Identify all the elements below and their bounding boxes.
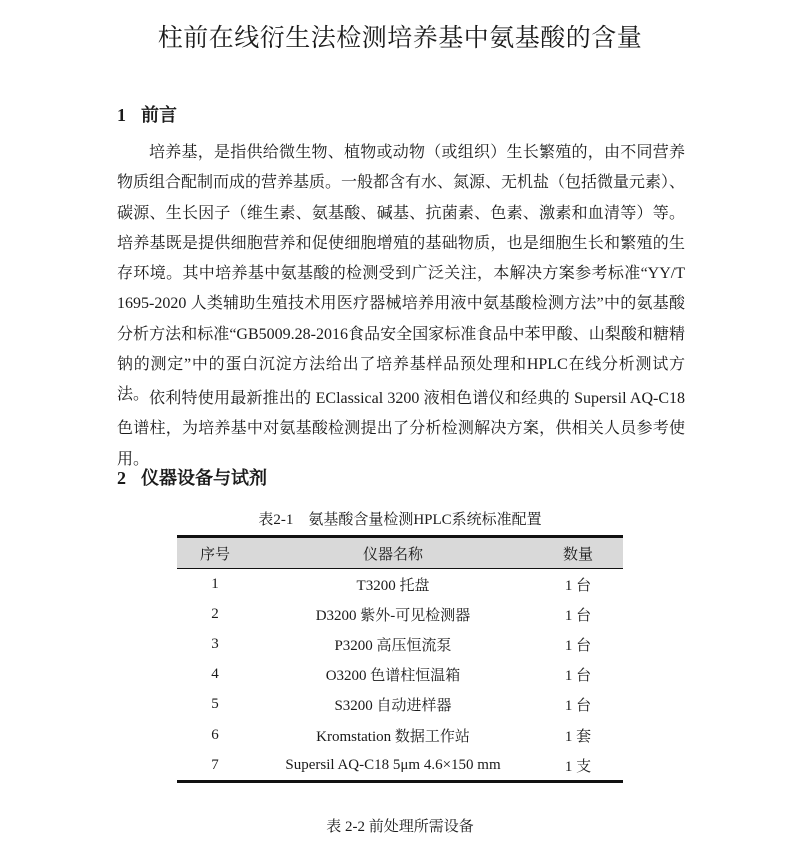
row-quantity: 1 支 [533, 750, 623, 782]
table-header-row [177, 537, 623, 569]
row-instrument: S3200 自动进样器 [334, 698, 452, 715]
row-quantity: 1 台 [564, 577, 592, 594]
section-heading-equipment [117, 464, 267, 490]
section-heading-intro [117, 101, 177, 127]
row-index: 7 [177, 750, 253, 782]
table-row [177, 750, 623, 782]
column-header-instrument: 仪器名称 [253, 537, 533, 569]
section-number: 1 [117, 105, 126, 125]
intro-paragraph-1: 培养基，是指供给微生物、植物或动物（或组织）生长繁殖的，由不同营养物质组合配制而成的营养基质。一般都含有水、氮源、无机盐（包括微量元素）、碳源、生长因子（维生素、氨基酸、碱基、抗菌素、色素、激素和血清等）等。培养基既是提供细胞营养和促使细胞增殖的基础物质，也是细胞生长和繁殖的生存环境。其中培养基中氨基酸的检测受到广泛关注，本解决方案参考标准“YY/T 1695-2020 人类辅助生殖技术用医疗器械培养用液中氨基酸检测方法”中的氨基酸分析方法和标准“GB5009.28-2016食品安全国家标准食品中苯甲酸、山梨酸和糖精钠的测定”中的蛋白沉淀方法给出了培养基样品预处理和HPLC在线分析测试方法。 [117, 144, 686, 404]
table-2-1-caption: 表2-1 氨基酸含量检测HPLC系统标准配置 [258, 512, 542, 528]
table-row [177, 660, 623, 690]
column-header-quantity: 数量 [533, 537, 623, 569]
row-quantity: 1 台 [564, 637, 592, 654]
table-2-2-caption: 表 2-2 前处理所需设备 [326, 819, 474, 835]
row-instrument: P3200 高压恒流泵 [334, 637, 452, 654]
row-quantity: 1 套 [564, 728, 592, 745]
table-row [177, 720, 623, 750]
section-title: 前言 [141, 105, 177, 126]
section-number: 2 [117, 468, 126, 488]
table-row [177, 690, 623, 720]
row-instrument: O3200 色谱柱恒温箱 [325, 668, 461, 685]
row-index: 4 [211, 666, 219, 683]
row-instrument: Kromstation 数据工作站 [316, 728, 470, 745]
row-instrument: Supersil AQ-C18 5μm 4.6×150 mm [253, 750, 533, 782]
row-index: 3 [211, 635, 219, 652]
row-index: 6 [211, 726, 219, 743]
row-index: 1 [211, 575, 219, 592]
row-instrument: T3200 托盘 [356, 577, 430, 594]
table-row [177, 629, 623, 659]
table-row [177, 569, 623, 600]
column-header-index: 序号 [177, 537, 253, 569]
table-row [177, 599, 623, 629]
row-quantity: 1 台 [564, 668, 592, 685]
row-index: 2 [211, 605, 219, 622]
hplc-configuration-table [177, 535, 623, 783]
row-quantity: 1 台 [564, 698, 592, 715]
row-instrument: D3200 紫外-可见检测器 [315, 607, 471, 624]
section-title: 仪器设备与试剂 [141, 468, 267, 489]
intro-paragraph-2: 依利特使用最新推出的 EClassical 3200 液相色谱仪和经典的 Supersil AQ-C18 色谱柱，为培养基中对氨基酸检测提出了分析检测解决方案，供相关人员参考使用。 [117, 390, 685, 468]
row-quantity: 1 台 [564, 607, 592, 624]
row-index: 5 [211, 696, 219, 713]
document-title: 柱前在线衍生法检测培养基中氨基酸的含量 [157, 25, 643, 52]
